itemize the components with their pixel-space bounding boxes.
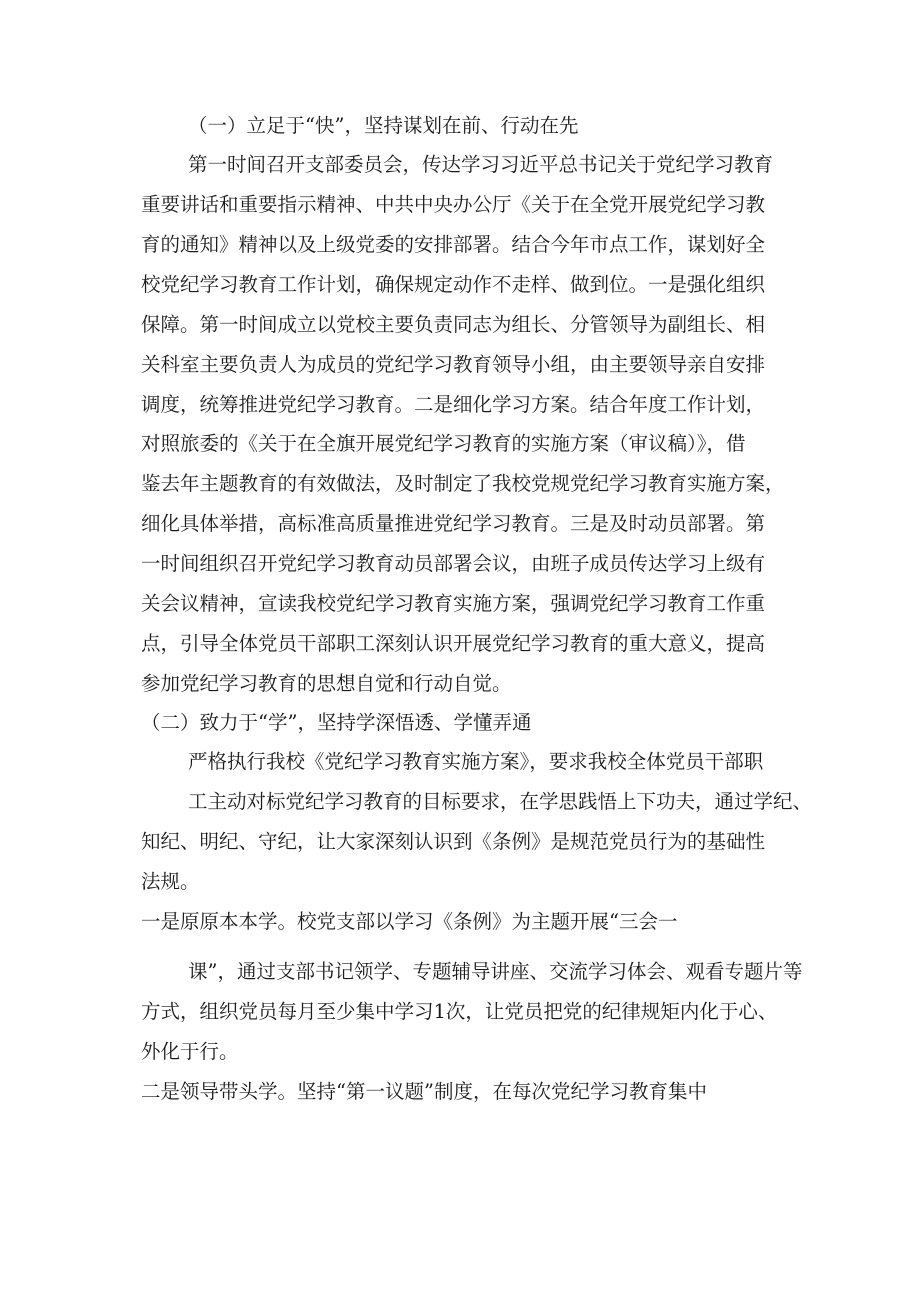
paragraph-line: 点，引导全体党员干部职工深刻认识开展党纪学习教育的重大意义，提高 (141, 632, 766, 655)
paragraph-line: 课”，通过支部书记领学、专题辅导讲座、交流学习体会、观看专题片等 (188, 960, 803, 983)
paragraph-line: 二是领导带头学。坚持“第一议题”制度，在每次党纪学习教育集中 (141, 1080, 707, 1103)
paragraph-line: 校党纪学习教育工作计划，确保规定动作不走样、做到位。一是强化组织 (141, 273, 766, 296)
paragraph-line: 工主动对标党纪学习教育的目标要求，在学思践悟上下功夫，通过学纪、 (188, 790, 813, 813)
paragraph-line: 重要讲话和重要指示精神、中共中央办公厅《关于在全党开展党纪学习教 (141, 193, 766, 216)
paragraph-line: 调度，统筹推进党纪学习教育。二是细化学习方案。结合年度工作计划， (141, 393, 766, 416)
paragraph-line: 参加党纪学习教育的思想自觉和行动自觉。 (141, 672, 512, 695)
paragraph-line: 方式，组织党员每月至少集中学习1次，让党员把党的纪律规矩内化于心、 (141, 1000, 778, 1023)
paragraph-line: （二）致力于“学”，坚持学深悟透、学懂弄通 (141, 711, 532, 734)
paragraph-line: 鉴去年主题教育的有效做法，及时制定了我校党规党纪学习教育实施方案， (141, 472, 785, 495)
section-heading-1: （一）立足于“快”，坚持谋划在前、行动在先 (188, 114, 579, 137)
paragraph-line: 第一时间召开支部委员会，传达学习习近平总书记关于党纪学习教育 (188, 153, 774, 176)
paragraph-line: 一时间组织召开党纪学习教育动员部署会议，由班子成员传达学习上级有 (141, 552, 766, 575)
paragraph-line: 法规。 (141, 870, 200, 893)
paragraph-line: 细化具体举措，高标准高质量推进党纪学习教育。三是及时动员部署。第 (141, 512, 766, 535)
paragraph-line: 对照旅委的《关于在全旗开展党纪学习教育的实施方案（审议稿）》，借 (141, 432, 746, 455)
section-heading-2: 严格执行我校《党纪学习教育实施方案》，要求我校全体党员干部职 (188, 750, 764, 773)
paragraph-line: 知纪、明纪、守纪，让大家深刻认识到《条例》是规范党员行为的基础性 (141, 830, 766, 853)
paragraph-line: 关会议精神，宣读我校党纪学习教育实施方案，强调党纪学习教育工作重 (141, 592, 766, 615)
paragraph-line: 外化于行。 (141, 1040, 239, 1063)
paragraph-line: 一是原原本本学。校党支部以学习《条例》为主题开展“三会一 (141, 910, 678, 933)
paragraph-line: 育的通知》精神以及上级党委的安排部署。结合今年市点工作，谋划好全 (141, 233, 766, 256)
paragraph-line: 保障。第一时间成立以党校主要负责同志为组长、分管领导为副组长、相 (141, 313, 766, 336)
paragraph-line: 关科室主要负责人为成员的党纪学习教育领导小组，由主要领导亲自安排 (141, 353, 766, 376)
